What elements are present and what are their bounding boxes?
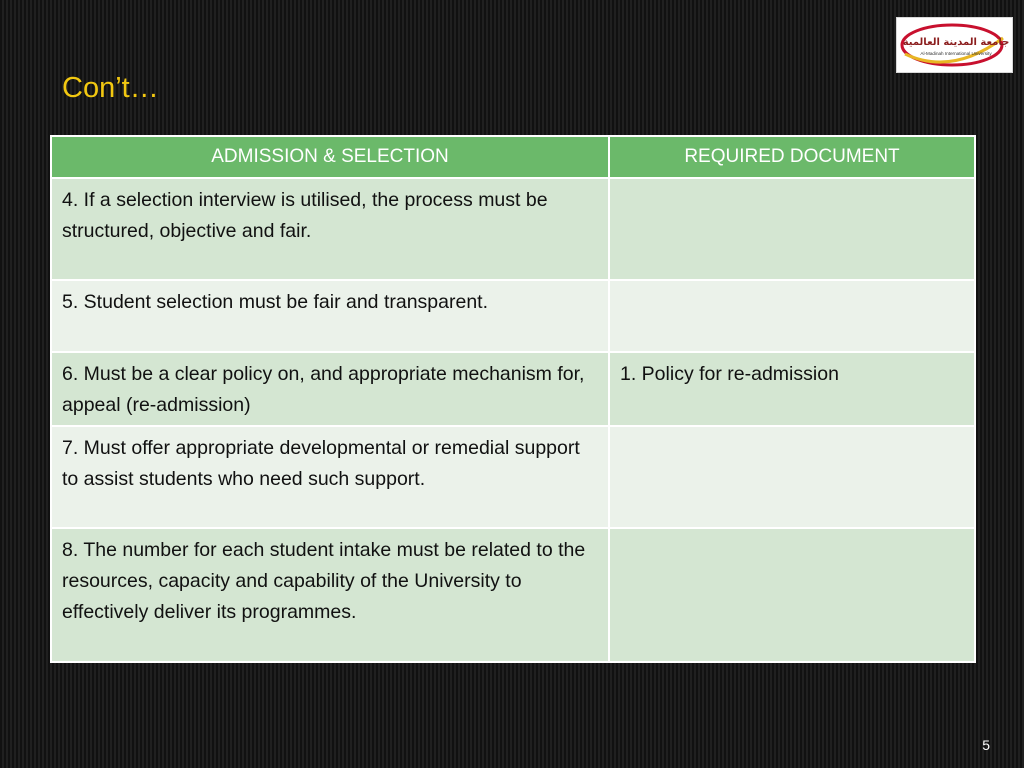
logo-arabic-text: جامعة المدينة العالمية [902, 37, 1010, 48]
criterion-cell: 6. Must be a clear policy on, and appropriate mechanism for, appeal (re-admission) [51, 352, 609, 426]
slide-title: Con’t… [62, 72, 159, 104]
criterion-cell: 5. Student selection must be fair and transparent. [51, 280, 609, 352]
table-header-row [51, 136, 975, 178]
university-logo [896, 17, 1013, 73]
header-required-document: REQUIRED DOCUMENT [609, 136, 975, 178]
document-cell [609, 426, 975, 528]
criterion-cell: 8. The number for each student intake must be related to the resources, capacity and capability of the University to effectively deliver its programmes. [51, 528, 609, 662]
document-cell: 1. Policy for re-admission [609, 352, 975, 426]
table-row [51, 352, 975, 426]
page-number: 5 [982, 737, 990, 753]
header-admission-selection: ADMISSION & SELECTION [51, 136, 609, 178]
criterion-cell: 4. If a selection interview is utilised, the process must be structured, objective and fair. [51, 178, 609, 280]
document-cell [609, 280, 975, 352]
criterion-cell: 7. Must offer appropriate developmental or remedial support to assist students who need such support. [51, 426, 609, 528]
logo-english-text: Al-Madinah International University [920, 51, 992, 56]
university-logo-icon [897, 18, 1012, 72]
document-cell [609, 178, 975, 280]
table-row [51, 178, 975, 280]
admission-requirements-table [50, 135, 976, 663]
table-row [51, 280, 975, 352]
table-row [51, 528, 975, 662]
document-cell [609, 528, 975, 662]
table-row [51, 426, 975, 528]
